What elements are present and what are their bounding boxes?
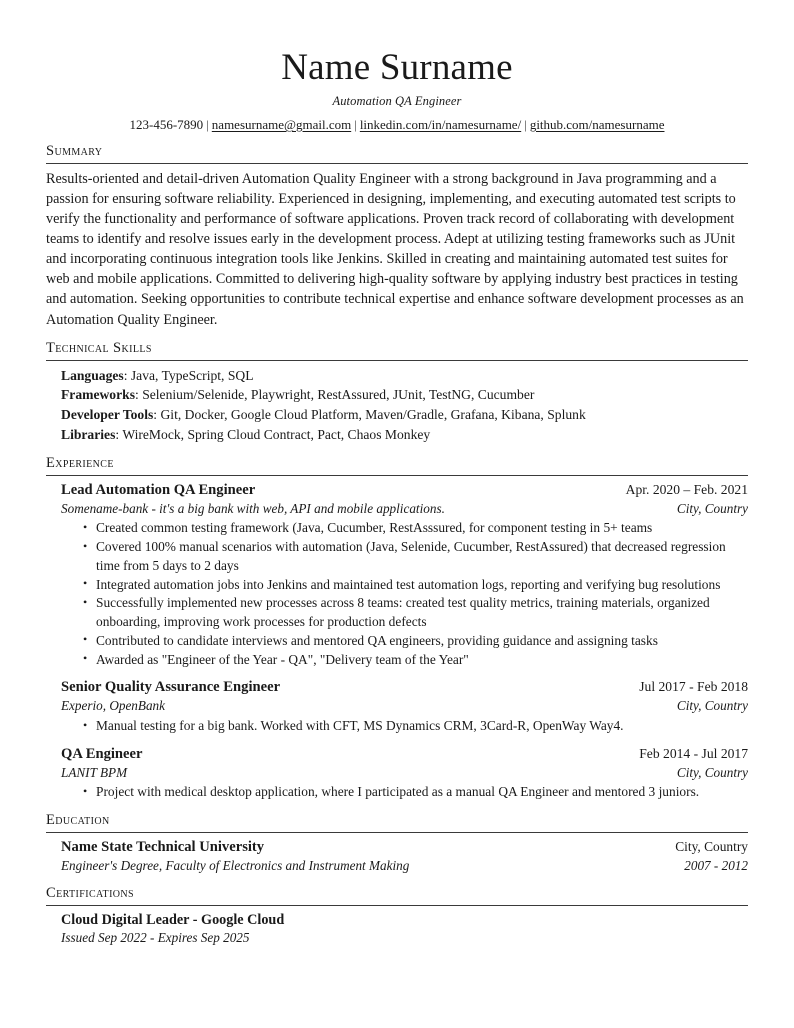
education-location: City, Country <box>675 839 748 855</box>
skill-value: Selenium/Selenide, Playwright, RestAssured, JUnit, TestNG, Cucumber <box>142 387 535 403</box>
contact-github-link[interactable]: github.com/namesurname <box>529 116 665 132</box>
experience-company: Somename-bank - it's a big bank with web, API and mobile applications. <box>61 500 445 516</box>
experience-bullet: • Created common testing framework (Java, Cucumber, RestAsssured, for component testing in 5+ teams <box>83 519 748 538</box>
section-summary <box>46 144 748 330</box>
experience-bullet: • Successfully implemented new processes across 8 teams: created test quality metrics, training materials, organized onboarding, improving work processes for production defects <box>83 594 748 632</box>
experience-bullet-list <box>61 519 748 669</box>
certifications-list <box>46 911 748 947</box>
experience-date-range: Apr. 2020 – Feb. 2021 <box>625 481 748 497</box>
skill-label: Frameworks <box>61 387 135 403</box>
section-title-experience: Experience <box>46 454 114 471</box>
experience-job-title: QA Engineer <box>61 745 143 762</box>
skill-row <box>61 385 748 405</box>
contact-linkedin-link[interactable]: linkedin.com/in/namesurname/ <box>359 116 522 132</box>
skill-colon: : <box>153 407 161 423</box>
skill-row <box>61 366 748 386</box>
section-divider <box>46 905 748 906</box>
section-certifications <box>46 886 748 947</box>
section-title-certifications: Certifications <box>46 884 135 901</box>
summary-paragraph: Results-oriented and detail-driven Automation Quality Engineer with a strong background in Java programming and a passion for ensuring software reliability. Experienced in designing, implementing, and executing automated test scripts to verify the functionality and performance of software applications. Proven track record of collaborating with development teams to identify and resolve issues early in the development process. Adept at utilizing testing frameworks such as JUnit and incorporating continuous integration tools like Jenkins. Skilled in creating and maintaining automated test suites for web and mobile applications. Committed to delivering high-quality software by applying industry best practices in testing and automation. Seeking opportunities to contribute technical expertise and enhance software development processes as an Automation Quality Engineer. <box>46 170 744 328</box>
experience-date-range: Feb 2014 - Jul 2017 <box>639 745 748 761</box>
contact-email-link[interactable]: namesurname@gmail.com <box>211 116 352 132</box>
resume-header <box>46 48 748 133</box>
experience-job-title: Lead Automation QA Engineer <box>61 481 256 498</box>
experience-company: LANIT BPM <box>61 764 128 780</box>
skill-value: Git, Docker, Google Cloud Platform, Maven/Gradle, Grafana, Kibana, Splunk <box>160 407 586 423</box>
skills-list <box>46 366 748 445</box>
section-title-summary: Summary <box>46 142 103 159</box>
experience-entry <box>61 745 748 802</box>
skill-value: WireMock, Spring Cloud Contract, Pact, Chaos Monkey <box>122 426 431 442</box>
section-title-education: Education <box>46 812 110 829</box>
education-degree: Engineer's Degree, Faculty of Electronics and Instrument Making <box>61 858 410 874</box>
experience-bullet: • Manual testing for a big bank. Worked with CFT, MS Dynamics CRM, 3Card-R, OpenWay Way4. <box>83 717 748 736</box>
candidate-name: Name Surname <box>281 47 513 88</box>
experience-date-range: Jul 2017 - Feb 2018 <box>639 679 748 695</box>
experience-entry <box>61 481 748 670</box>
experience-location: City, Country <box>676 764 748 780</box>
skill-colon: : <box>123 367 131 383</box>
experience-location: City, Country <box>676 698 748 714</box>
contact-separator: | <box>354 116 357 132</box>
skill-label: Developer Tools <box>61 407 154 423</box>
section-divider <box>46 163 748 164</box>
experience-bullet: • Contributed to candidate interviews and mentored QA engineers, providing guidance and assigning tasks <box>83 632 748 651</box>
education-list <box>46 838 748 875</box>
experience-company: Experio, OpenBank <box>61 698 165 714</box>
section-education <box>46 813 748 875</box>
section-divider <box>46 360 748 361</box>
experience-location: City, Country <box>676 500 748 516</box>
section-technical-skills <box>46 341 748 445</box>
certification-entry <box>61 911 748 947</box>
experience-bullet: • Awarded as "Engineer of the Year - QA", "Delivery team of the Year" <box>83 651 748 670</box>
skill-colon: : <box>135 387 143 403</box>
section-title-technical-skills: Technical Skills <box>46 339 152 356</box>
contact-phone: 123-456-7890 <box>129 116 204 132</box>
experience-bullet: • Integrated automation jobs into Jenkins and maintained test automation logs, reporting and verifying bug resolutions <box>83 576 748 595</box>
education-date-range: 2007 - 2012 <box>684 858 748 874</box>
experience-bullet: • Covered 100% manual scenarios with automation (Java, Selenide, Cucumber, RestAssured) that decreased regression time from 5 days to 2 days <box>83 538 748 576</box>
skill-row <box>61 425 748 445</box>
experience-bullet-list <box>61 717 748 736</box>
experience-bullet: • Project with medical desktop application, where I participated as a manual QA Engineer and mentored 3 juniors. <box>83 783 748 802</box>
section-experience <box>46 456 748 803</box>
certification-validity: Issued Sep 2022 - Expires Sep 2025 <box>61 930 250 946</box>
experience-bullet-list <box>61 783 748 802</box>
contact-separator: | <box>206 116 209 132</box>
section-divider <box>46 832 748 833</box>
skill-label: Libraries <box>61 426 116 442</box>
experience-job-title: Senior Quality Assurance Engineer <box>61 679 281 696</box>
education-school: Name State Technical University <box>61 839 265 856</box>
skill-value: Java, TypeScript, SQL <box>130 367 254 383</box>
contact-line <box>46 117 748 133</box>
skill-colon: : <box>115 426 123 442</box>
certification-name: Cloud Digital Leader - Google Cloud <box>61 911 285 928</box>
experience-list <box>46 481 748 803</box>
experience-entry <box>61 678 748 735</box>
candidate-job-title: Automation QA Engineer <box>332 93 462 108</box>
section-divider <box>46 475 748 476</box>
skill-row <box>61 405 748 425</box>
contact-separator: | <box>524 116 527 132</box>
education-entry <box>61 838 748 875</box>
skill-label: Languages <box>61 367 124 383</box>
